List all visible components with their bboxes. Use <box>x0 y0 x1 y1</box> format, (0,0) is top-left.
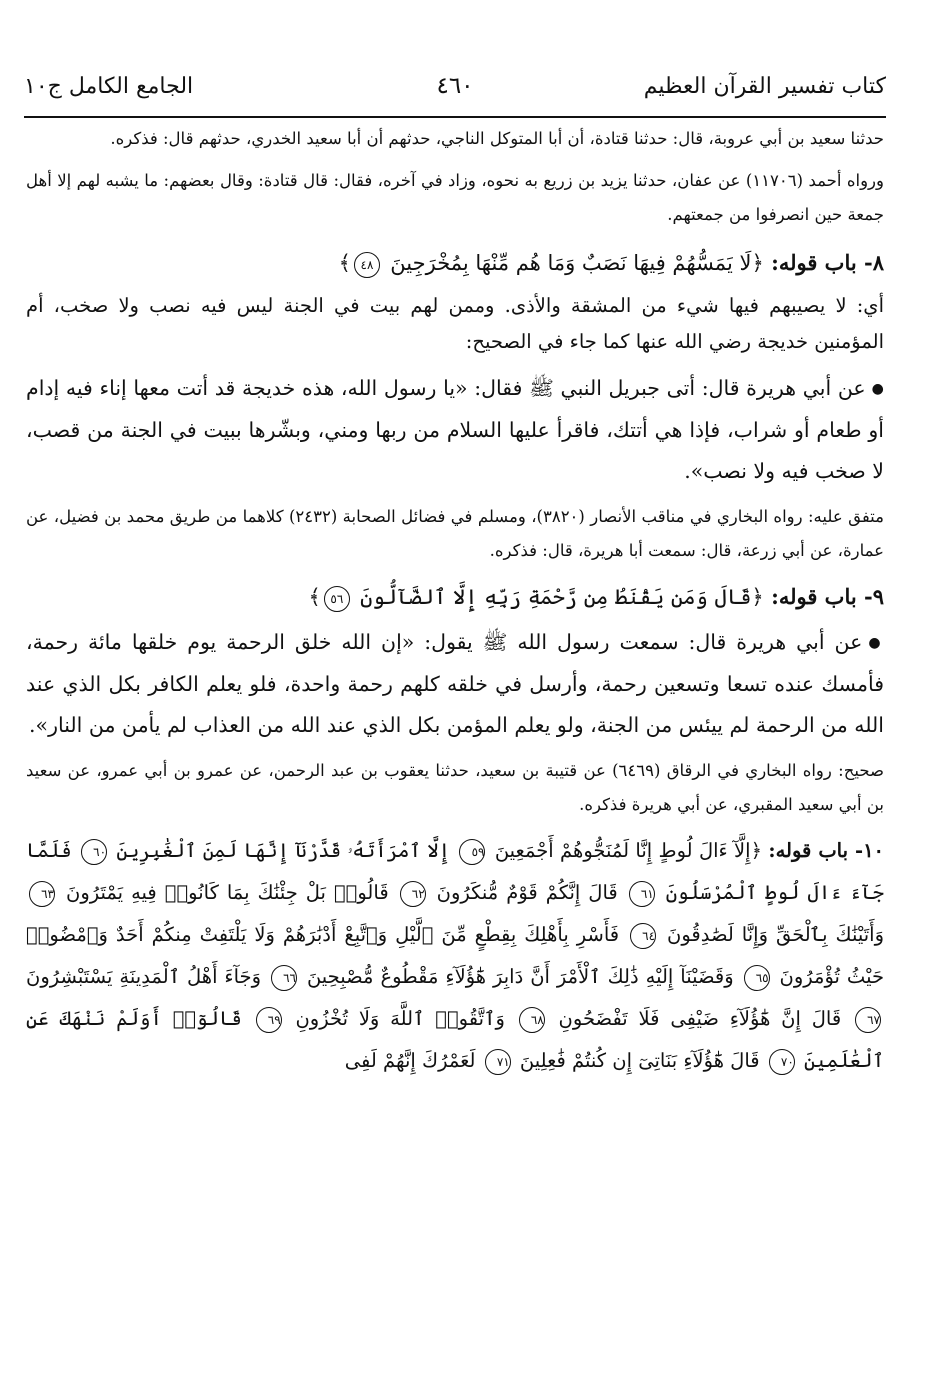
verse-text: وَجَآءَ أَهْلُ ٱلْمَدِينَةِ يَسْتَبْشِرُونَ <box>26 965 262 988</box>
ayah-number-marker: ٦١ <box>629 881 655 907</box>
hadith-text: عن أبي هريرة قال: سمعت رسول الله ﷺ يقول: «إن الله خلق الرحمة يوم خلقها مائة رحمة، فأمسك عنده تسعا وتسعين رحمة، وأرسل في خلقه كلهم رحمة واحدة، فلو يعلم الكافر بكل الذي عند الله من الرحمة لم ييئس من الجنة، ولو يعلم المؤمن بكل الذي عند الله من العذاب لم يأمن من النار». <box>26 630 884 737</box>
verse-text: قَالَ إِنَّكُمْ قَوْمٌ مُّنكَرُونَ <box>436 881 618 904</box>
verse-text: فَلَمَّا جَآءَ ءَالَ لُوطٍ ٱلْمُرْسَلُونَ <box>26 839 884 904</box>
verse-text: قَالُوا۟ بَلْ جِئْنَٰكَ بِمَا كَانُوا۟ فِيهِ يَمْتَرُونَ <box>66 881 389 904</box>
footnote-paragraph: حدثنا سعيد بن أبي عروبة، قال: حدثنا قتادة، أن أبا المتوكل الناجي، حدثهم أن أبا سعيد الخدري، حدثهم قال: فذكره. <box>110 129 884 148</box>
ayah-number-marker: ٦٤ <box>630 923 656 949</box>
ayah-number-marker: ٦٠ <box>81 839 107 865</box>
ayah-number-marker: ٧٠ <box>769 1049 795 1075</box>
ayah-number-marker: ٦٦ <box>271 965 297 991</box>
ayah-number-marker: ٦٣ <box>29 881 55 907</box>
page-header <box>24 62 886 110</box>
quran-quote-close: ﴾ <box>308 585 321 609</box>
verse-text: إِلَّا ٱمْرَأَتَهُۥ قَدَّرْنَآ إِنَّهَا لَمِنَ ٱلْغَٰبِرِينَ <box>116 839 451 862</box>
body-paragraph: أي: لا يصيبهم فيها شيء من المشقة والأذى. وممن لهم بيت في الجنة ليس فيه نصب ولا صخب، أم المؤمنين خديجة رضي الله عنها كما جاء في الصحيح: <box>26 294 884 353</box>
ayah-number-marker: ٧١ <box>485 1049 511 1075</box>
verse-text: لَعَمْرُكَ إِنَّهُمْ لَفِى <box>344 1049 476 1072</box>
takhrij-paragraph: متفق عليه: رواه البخاري في مناقب الأنصار (٣٨٢٠)، ومسلم في فضائل الصحابة (٢٤٣٢) كلاهما من طريق محمد بن فضيل، عن عمارة، عن أبي زرعة، قال: سمعت أبا هريرة، قال: فذكره. <box>26 507 884 560</box>
bullet-icon: ● <box>868 635 884 651</box>
verse-text: وَٱتَّقُوا۟ ٱللَّهَ وَلَا تُخْزُونِ <box>295 1007 505 1030</box>
takhrij-paragraph: صحيح: رواه البخاري في الرقاق (٦٤٦٩) عن قتيبة بن سعيد، حدثنا يعقوب بن عبد الرحمن، عن عمرو بن أبي عمرو، عن سعيد بن أبي سعيد المقبري، عن أبي هريرة فذكره. <box>26 761 884 814</box>
heading-label: ١٠- باب قوله: <box>768 839 885 862</box>
verse-text: وَقَضَيْنَآ إِلَيْهِ ذَٰلِكَ ٱلْأَمْرَ أَنَّ دَابِرَ هَٰٓؤُلَآءِ مَقْطُوعٌ مُّصْبِحِينَ <box>306 965 734 988</box>
page-body <box>26 122 884 1082</box>
ayah-number-marker: ٦٢ <box>400 881 426 907</box>
ayah-number-marker: ٥٩ <box>459 839 485 865</box>
ayah-number-marker: ٦٨ <box>519 1007 545 1033</box>
footnote-paragraph: ورواه أحمد (١١٧٠٦) عن عفان، حدثنا يزيد بن زريع به نحوه، وزاد في آخره، فقال: قال قتادة: وقال بعضهم: ما يشبه لهم إلا أهل جمعة حين انصرفوا من جمعتهم. <box>26 171 884 224</box>
book-title: كتاب تفسير القرآن العظيم <box>643 73 886 99</box>
quran-quote-close: ﴾ <box>338 251 351 275</box>
heading-label: ٩- باب قوله: <box>771 584 884 609</box>
ayah-number-marker: ٦٧ <box>855 1007 881 1033</box>
section-10-verses <box>26 830 884 1082</box>
verse-text: قَالَ إِنَّ هَٰٓؤُلَآءِ ضَيْفِى فَلَا تَفْضَحُونِ <box>558 1007 842 1030</box>
heading-label: ٨- باب قوله: <box>771 250 884 275</box>
hadith-text: عن أبي هريرة قال: أتى جبريل النبي ﷺ فقال: «يا رسول الله، هذه خديجة قد أتت معها إناء فيه إدام أو طعام أو شراب، فإذا هي أتتك، فاقرأ عليها السلام من ربها ومني، وبشّرها ببيت في الجنة من قصب، لا صخب فيه ولا نصب». <box>26 376 884 483</box>
hadith-paragraph <box>26 368 884 492</box>
quran-quote: ﴿لَا يَمَسُّهُمْ فِيهَا نَصَبٌ وَمَا هُم مِّنْهَا بِمُخْرَجِينَ <box>390 251 764 275</box>
verse-text: قَالُوٓا۟ أَوَلَمْ نَنْهَكَ عَنِ ٱلْعَٰلَمِينَ <box>26 1007 884 1072</box>
verse-text: وَأَتَيْنَٰكَ بِٱلْحَقِّ وَإِنَّا لَصَٰدِقُونَ <box>667 923 885 946</box>
ayah-number-marker: ٥٦ <box>324 586 350 612</box>
section-heading-9 <box>26 572 884 622</box>
page-number: ٤٦٠ <box>436 73 474 99</box>
verse-text: فَأَسْرِ بِأَهْلِكَ بِقِطْعٍ مِّنَ ٱلَّيْلِ وَٱتَّبِعْ أَدْبَٰرَهُمْ وَلَا يَلْتَفِتْ مِنكُمْ أَحَدٌ وَٱمْضُوا۟ حَيْثُ تُؤْمَرُونَ <box>26 923 885 988</box>
header-divider <box>24 116 886 118</box>
ayah-number-marker: ٤٨ <box>354 252 380 278</box>
verse-text: إِلَّآ ءَالَ لُوطٍ إِنَّا لَمُنَجُّوهُمْ أَجْمَعِينَ <box>494 839 751 862</box>
quran-quote-open: ﴿ <box>750 839 763 862</box>
quran-quote: ﴿قَالَ وَمَن يَقْنَطُ مِن رَّحْمَةِ رَبِّهِ إِلَّا ٱلضَّآلُّونَ <box>360 585 764 609</box>
volume-title: الجامع الكامل ج١٠ <box>24 73 194 99</box>
ayah-number-marker: ٦٩ <box>256 1007 282 1033</box>
bullet-icon: ● <box>871 381 885 397</box>
ayah-number-marker: ٦٥ <box>744 965 770 991</box>
verse-text: قَالَ هَٰٓؤُلَآءِ بَنَاتِىٓ إِن كُنتُمْ فَٰعِلِينَ <box>519 1049 760 1072</box>
section-heading-8 <box>26 238 884 288</box>
hadith-paragraph <box>26 622 884 746</box>
